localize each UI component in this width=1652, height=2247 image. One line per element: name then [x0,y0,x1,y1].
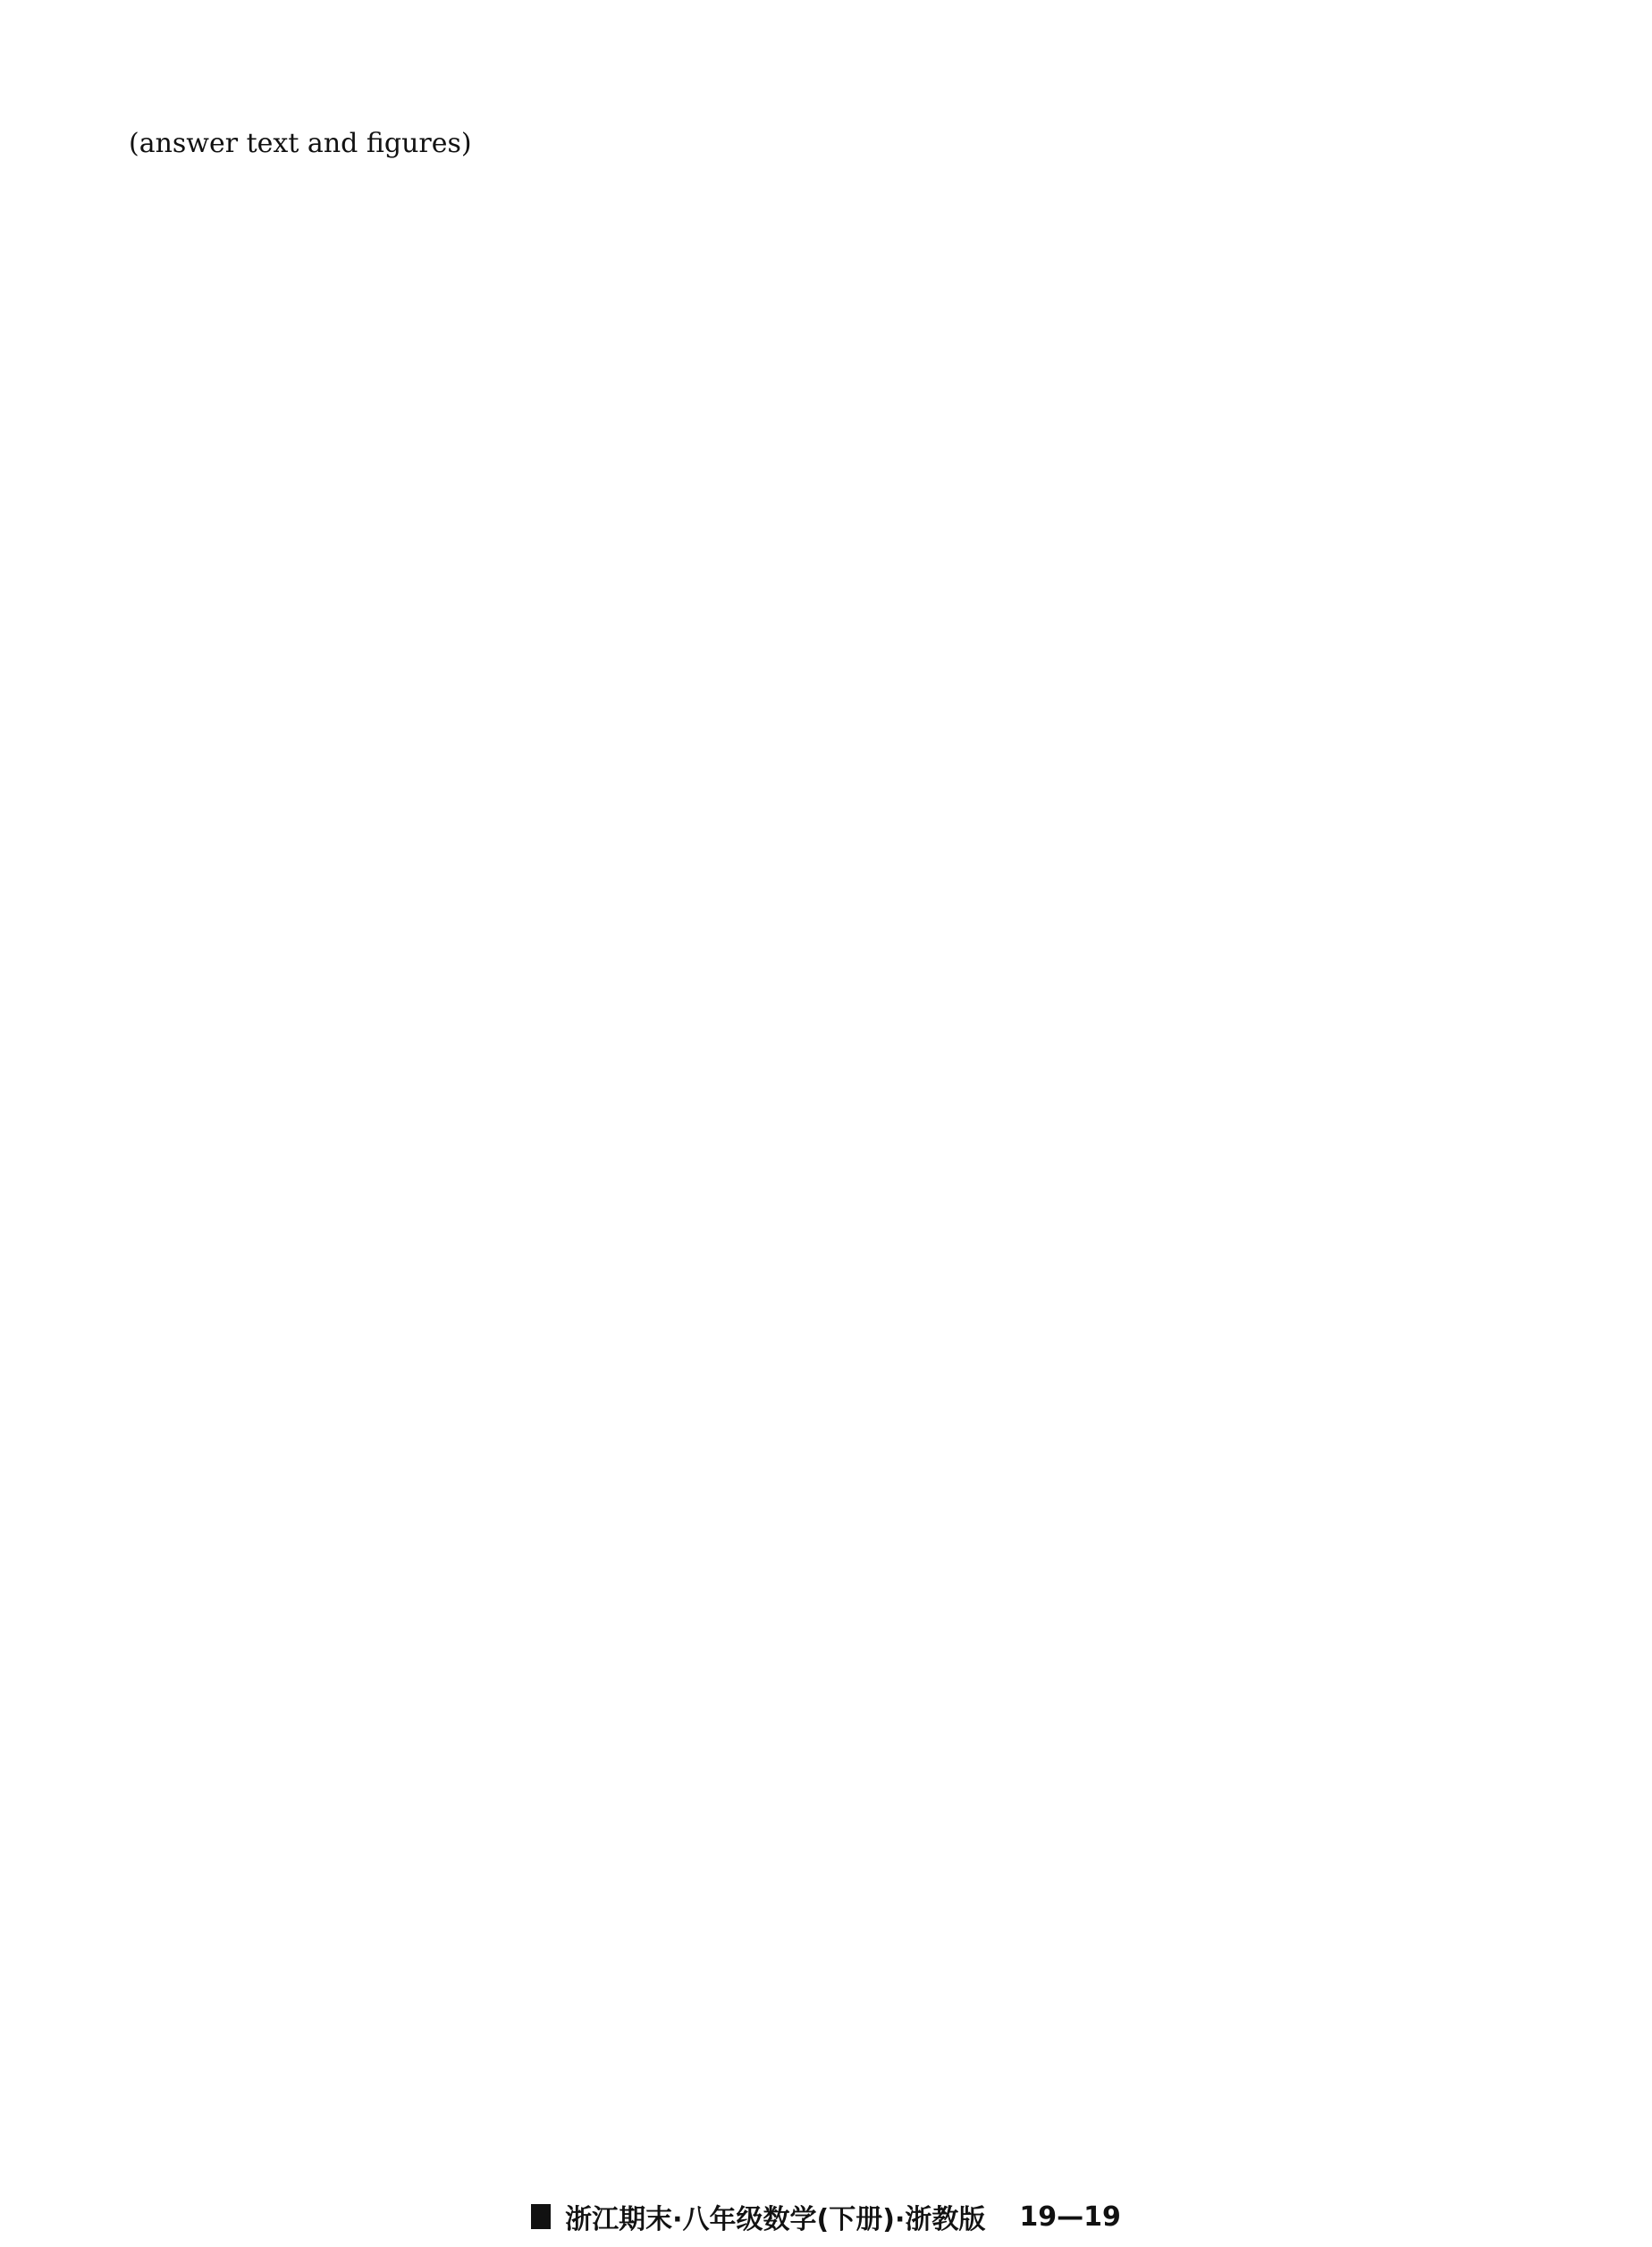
page-number: 19—19 [1019,2201,1121,2233]
footer-title: 浙江期末·八年级数学(下册)·浙教版 [565,2204,986,2235]
page-footer [0,2192,1652,2241]
svg-text:(answer text and figures): (answer text and figures) [129,128,472,159]
book-icon [531,2204,551,2229]
